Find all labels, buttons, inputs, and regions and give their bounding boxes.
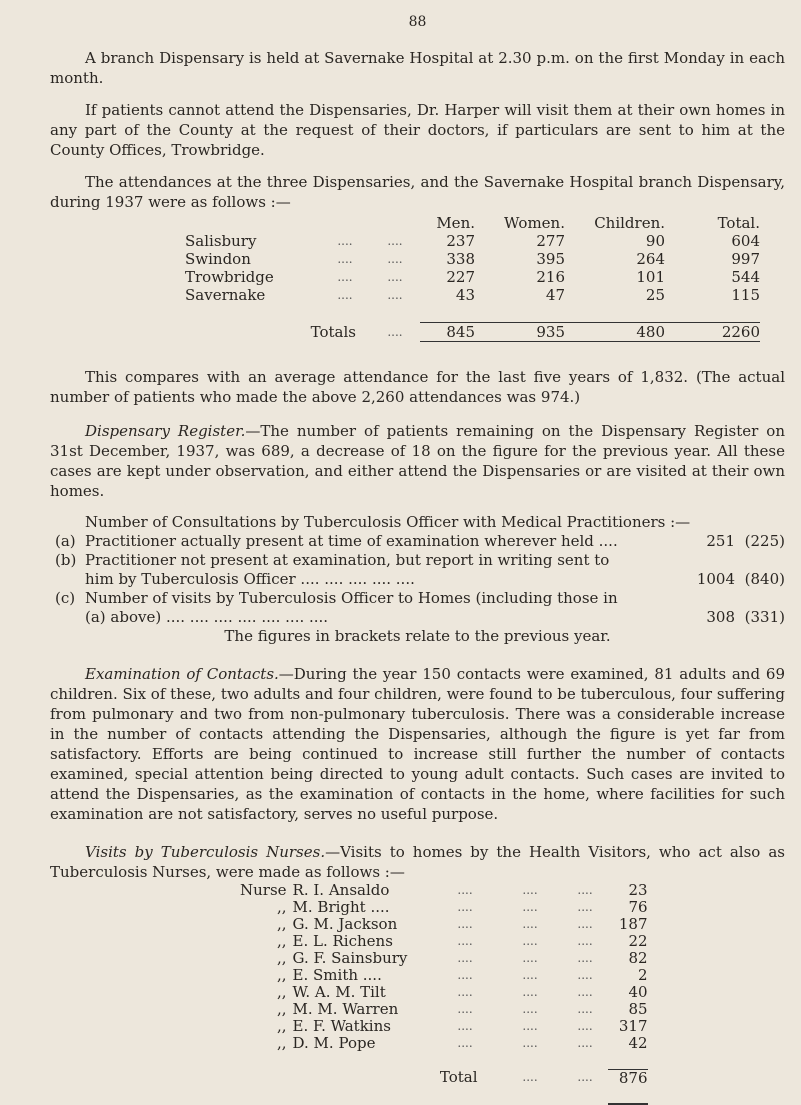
nurse-visits: 40 bbox=[628, 983, 648, 1001]
header-children: Children. bbox=[594, 214, 665, 232]
row-women: 47 bbox=[545, 286, 565, 304]
row-total: 544 bbox=[731, 268, 760, 286]
table-row: Trowbridge .... .... 227 216 101 544 bbox=[185, 268, 760, 286]
nurse-row: ,, W. A. M. Tilt .... .... .... 40 bbox=[276, 983, 648, 1001]
row-total: 997 bbox=[731, 250, 760, 268]
totals-women: 935 bbox=[536, 322, 565, 341]
attendance-table bbox=[185, 214, 760, 359]
paragraph-dispensary-register: Dispensary Register.—The number of patients remaining on the Dispensary Register on 31st December, 1937, was 689, a decrease of 18 on the figure for the previous year. All these cases are kept under observation, and either attend the Dispensaries or are visited at their own homes. bbox=[50, 422, 785, 500]
row-women: 277 bbox=[536, 232, 565, 250]
header-total: Total. bbox=[717, 214, 760, 232]
paragraph-home-visits: If patients cannot attend the Dispensaries, Dr. Harper will visit them at their own homes in any part of the County at the request of their doctors, if particulars are sent to him at the County Offices, Trowbridge. bbox=[50, 101, 785, 159]
header-women: Women. bbox=[504, 214, 565, 232]
nurse-visits: 2 bbox=[637, 966, 648, 984]
nurse-name: E. F. Watkins bbox=[292, 1017, 391, 1035]
consultation-value: 251 bbox=[706, 532, 735, 550]
visits-heading: Visits by Tuberculosis Nurses. bbox=[85, 843, 326, 861]
consultation-item: (c) Number of visits by Tuberculosis Officer to Homes (including those in bbox=[55, 589, 618, 607]
nurse-row: ,, M. M. Warren .... .... .... 85 bbox=[276, 1000, 648, 1018]
paragraph-comparison: This compares with an average attendance for the last five years of 1,832. (The actual number of patients who made the above 2,260 attendances was 974.) bbox=[50, 368, 785, 406]
document-page bbox=[50, 12, 785, 1105]
consultation-item: him by Tuberculosis Officer .... .... .... .... .... 1004 (840) bbox=[85, 570, 785, 588]
paragraph-contacts: Examination of Contacts.—During the year 150 contacts were examined, 81 adults and 69 children. Six of these, two adults and four children, were found to be tuberculous, four suffering from pulmonary and two from non-pulmonary tuberculosis. There was a considerable increase in the number of contacts attending the Dispensaries, although the figure is yet far from satisfactory. Efforts are being continued to increase still further the number of contacts examined, special attention being directed to young adult contacts. Such cases are invited to attend the Dispensaries, as the examination of contacts in the home, where facilities for such examination are not satisfactory, serves no useful purpose. bbox=[50, 665, 785, 823]
nurse-name: G. M. Jackson bbox=[292, 915, 398, 933]
row-children: 101 bbox=[636, 268, 665, 286]
nurse-visits: 42 bbox=[628, 1034, 648, 1052]
consultation-previous: (225) bbox=[744, 532, 785, 550]
table-header bbox=[185, 214, 760, 232]
totals-children: 480 bbox=[636, 322, 665, 341]
nurse-row: ,, D. M. Pope .... .... .... 42 bbox=[276, 1034, 648, 1052]
consultation-previous: (840) bbox=[744, 570, 785, 588]
nurse-visits: 187 bbox=[618, 915, 648, 933]
nurse-visits-table bbox=[240, 882, 648, 1105]
consultation-item: (a) above) .... .... .... .... .... .... .... 308 (331) bbox=[85, 608, 785, 626]
consultation-value: 1004 bbox=[696, 570, 735, 588]
consultations-intro: Number of Consultations by Tuberculosis Officer with Medical Practitioners :— bbox=[85, 513, 691, 531]
nurse-visits: 76 bbox=[628, 898, 648, 916]
consultations-block bbox=[50, 513, 785, 646]
paragraph-nurse-visits: Visits by Tuberculosis Nurses.—Visits to homes by the Health Visitors, who act also as Tuberculosis Nurses, were made as follows :— bbox=[50, 843, 785, 881]
nurse-row: ,, E. L. Richens .... .... .... 22 bbox=[276, 932, 648, 950]
page-number: 88 bbox=[408, 14, 427, 30]
contacts-heading: Examination of Contacts. bbox=[85, 665, 279, 683]
row-women: 216 bbox=[536, 268, 565, 286]
row-place: Trowbridge bbox=[185, 268, 274, 286]
nurse-name: E. Smith .... bbox=[292, 966, 382, 984]
row-place: Savernake bbox=[185, 286, 266, 304]
row-women: 395 bbox=[536, 250, 565, 268]
nurse-total-value: 876 bbox=[618, 1068, 648, 1087]
consultation-item: (b) Practitioner not present at examination, but report in writing sent to bbox=[55, 551, 610, 569]
nurse-visits: 317 bbox=[618, 1017, 648, 1035]
table-row: Salisbury .... .... 237 277 90 604 bbox=[185, 232, 760, 250]
row-place: Salisbury bbox=[185, 232, 257, 250]
table-row: Savernake .... .... 43 47 25 115 bbox=[185, 286, 760, 304]
nurse-name: D. M. Pope bbox=[292, 1034, 376, 1052]
nurse-visits: 23 bbox=[628, 881, 648, 899]
nurse-row: ,, E. Smith .... .... .... .... 2 bbox=[276, 966, 648, 984]
nurse-visits: 22 bbox=[628, 932, 648, 950]
register-heading: Dispensary Register. bbox=[85, 422, 246, 440]
paragraph-branch-dispensary: A branch Dispensary is held at Savernake Hospital at 2.30 p.m. on the first Monday in each month. bbox=[50, 49, 785, 87]
row-men: 227 bbox=[446, 268, 475, 286]
nurse-name: W. A. M. Tilt bbox=[292, 983, 386, 1001]
header-men: Men. bbox=[436, 214, 475, 232]
totals-total: 2260 bbox=[721, 322, 760, 341]
nurse-row: ,, G. F. Sainsbury .... .... .... 82 bbox=[276, 949, 648, 967]
nurse-total-row: Total .... .... 876 bbox=[240, 1069, 648, 1087]
consultation-value: 308 bbox=[706, 608, 735, 626]
row-men: 43 bbox=[455, 286, 475, 304]
row-place: Swindon bbox=[185, 250, 251, 268]
consultation-item: (a) Practitioner actually present at time of examination wherever held .... 251 (225) bbox=[55, 532, 785, 550]
table-row: Swindon .... .... 338 395 264 997 bbox=[185, 250, 760, 268]
nurse-total-label: Total bbox=[439, 1068, 478, 1087]
nurse-visits: 85 bbox=[628, 1000, 648, 1018]
row-children: 90 bbox=[645, 232, 665, 250]
nurse-row: Nurse R. I. Ansaldo .... .... .... 23 bbox=[240, 881, 648, 899]
consultations-note: The figures in brackets relate to the previous year. bbox=[224, 627, 611, 645]
row-children: 25 bbox=[645, 286, 665, 304]
nurse-name: E. L. Richens bbox=[292, 932, 393, 950]
row-total: 115 bbox=[731, 286, 760, 304]
nurse-name: G. F. Sainsbury bbox=[292, 949, 408, 967]
row-men: 338 bbox=[446, 250, 475, 268]
nurse-name: M. Bright .... bbox=[292, 898, 390, 916]
row-total: 604 bbox=[731, 232, 760, 250]
paragraph-attendances-intro: The attendances at the three Dispensaries, and the Savernake Hospital branch Dispensary, during 1937 were as follows :— bbox=[50, 173, 785, 211]
totals-men: 845 bbox=[446, 322, 475, 341]
consultation-previous: (331) bbox=[744, 608, 785, 626]
nurse-name: R. I. Ansaldo bbox=[292, 881, 390, 899]
nurse-row: ,, M. Bright .... .... .... .... 76 bbox=[276, 898, 648, 916]
nurse-visits: 82 bbox=[628, 949, 648, 967]
nurse-row: ,, G. M. Jackson .... .... .... 187 bbox=[276, 915, 648, 933]
row-men: 237 bbox=[446, 232, 475, 250]
nurse-row: ,, E. F. Watkins .... .... .... 317 bbox=[276, 1017, 648, 1035]
nurse-name: M. M. Warren bbox=[292, 1000, 399, 1018]
totals-row: Totals .... 845 935 480 2260 bbox=[185, 322, 760, 341]
row-children: 264 bbox=[636, 250, 665, 268]
totals-label: Totals bbox=[310, 322, 356, 341]
